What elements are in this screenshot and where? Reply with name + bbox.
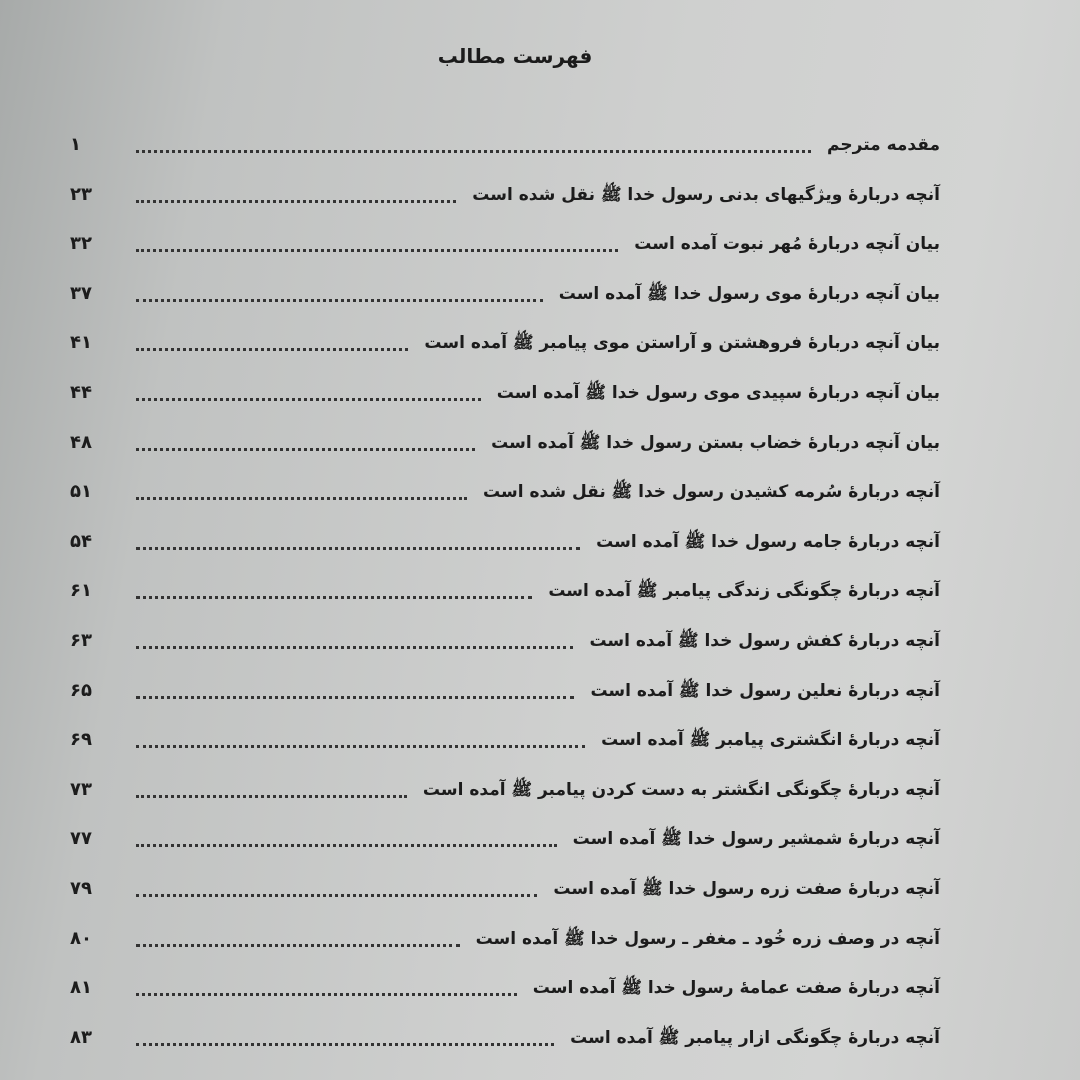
- page-title: فهرست مطالب: [437, 44, 593, 68]
- toc-entry-title: بیان آنچه دربارهٔ مُهر نبوت آمده است: [634, 234, 940, 255]
- toc-entry-page-number: ۴۸: [70, 431, 92, 453]
- dot-leader: [136, 725, 585, 748]
- toc-entry: [70, 477, 940, 527]
- toc-entry: [70, 676, 940, 726]
- toc-entry: [70, 229, 940, 279]
- toc-entry-page-number: ۶۵: [70, 679, 92, 701]
- toc-entry-title: آنچه دربارهٔ نعلین رسول خدا ﷺ آمده است: [590, 680, 940, 701]
- toc-entry-title: آنچه دربارهٔ جامه رسول خدا ﷺ آمده است: [596, 531, 940, 552]
- toc-entry-title: آنچه دربارهٔ سُرمه کشیدن رسول خدا ﷺ نقل شده است: [483, 482, 940, 503]
- toc-entry-title: آنچه دربارهٔ شمشیر رسول خدا ﷺ آمده است: [572, 829, 940, 850]
- toc-entry-page-number: ۶۳: [70, 629, 92, 651]
- toc-entry: [70, 973, 940, 1023]
- toc-entry: [70, 576, 940, 626]
- toc-entry-title: آنچه در وصف زره خُود ـ مغفر ـ رسول خدا ﷺ آمده است: [475, 928, 940, 949]
- dot-leader: [136, 626, 573, 649]
- dot-leader: [136, 527, 580, 550]
- dot-leader: [136, 924, 460, 947]
- toc-entry: [70, 775, 940, 825]
- toc-entry-page-number: ۳۷: [70, 282, 92, 304]
- toc-entry-page-number: ۷۳: [70, 778, 92, 800]
- toc-entry: [70, 874, 940, 924]
- toc-entry-page-number: ۸۰: [70, 927, 92, 949]
- toc-entry: [70, 130, 940, 180]
- toc-entry: [70, 180, 940, 230]
- toc-entry-page-number: ۶۱: [70, 580, 92, 602]
- dot-leader: [136, 1023, 554, 1046]
- toc-entry-page-number: ۴۱: [70, 332, 92, 354]
- dot-leader: [136, 279, 543, 302]
- toc-entry-title: آنچه دربارهٔ کفش رسول خدا ﷺ آمده است: [589, 630, 940, 651]
- toc-entry-title: آنچه دربارهٔ چگونگی ازار پیامبر ﷺ آمده است: [570, 1027, 940, 1048]
- dot-leader: [136, 328, 408, 351]
- toc-entry-page-number: ۸۱: [70, 977, 92, 999]
- dot-leader: [136, 229, 618, 252]
- toc-entry-title: آنچه دربارهٔ چگونگی زندگی پیامبر ﷺ آمده است: [548, 581, 940, 602]
- toc-entry-page-number: ۶۹: [70, 729, 92, 751]
- toc-entry: [70, 428, 940, 478]
- toc-entry-title: آنچه دربارهٔ صفت زره رسول خدا ﷺ آمده است: [553, 878, 940, 899]
- toc-entry-page-number: ۷۹: [70, 877, 92, 899]
- toc-entry-page-number: ۴۴: [70, 381, 92, 403]
- toc-entry: [70, 527, 940, 577]
- toc-entry-page-number: ۸۳: [70, 1026, 92, 1048]
- toc-entry: [70, 626, 940, 676]
- dot-leader: [136, 874, 537, 897]
- toc-entry: [70, 328, 940, 378]
- toc-entry-title: مقدمه مترجم: [827, 135, 940, 155]
- dot-leader: [136, 428, 475, 451]
- dot-leader: [136, 378, 481, 401]
- dot-leader: [136, 477, 467, 500]
- toc-entry-title: آنچه دربارهٔ صفت عمامهٔ رسول خدا ﷺ آمده است: [532, 978, 940, 999]
- toc-entry: [70, 725, 940, 775]
- dot-leader: [136, 130, 811, 153]
- dot-leader: [136, 775, 407, 798]
- toc-entry-page-number: ۱: [70, 134, 81, 155]
- dot-leader: [136, 676, 574, 699]
- toc-entry: [70, 1023, 940, 1073]
- dot-leader: [136, 180, 456, 203]
- toc-entry-title: بیان آنچه دربارهٔ خضاب بستن رسول خدا ﷺ آمده است: [491, 432, 940, 453]
- toc-entry: [70, 824, 940, 874]
- toc-entry: [70, 924, 940, 974]
- toc-entry-title: آنچه دربارهٔ چگونگی انگشتر به دست کردن پیامبر ﷺ آمده است: [422, 779, 940, 800]
- toc-entry-title: بیان آنچه دربارهٔ موی رسول خدا ﷺ آمده است: [558, 283, 940, 304]
- toc-entry-page-number: ۷۷: [70, 828, 92, 850]
- toc-entry-page-number: ۲۳: [70, 183, 92, 205]
- toc-entry-title: آنچه دربارهٔ انگشتری پیامبر ﷺ آمده است: [601, 730, 940, 751]
- toc-entry-title: آنچه دربارهٔ ویژگیهای بدنی رسول خدا ﷺ نقل شده است: [472, 184, 940, 205]
- toc-entry-page-number: ۵۴: [70, 530, 92, 552]
- toc-entry: [70, 279, 940, 329]
- dot-leader: [136, 576, 532, 599]
- toc-entry-title: بیان آنچه دربارهٔ فروهشتن و آراستن موی پیامبر ﷺ آمده است: [424, 333, 940, 354]
- toc-entry-page-number: ۵۱: [70, 481, 92, 503]
- toc-entry: [70, 378, 940, 428]
- toc-entry-page-number: ۳۲: [70, 233, 92, 255]
- table-of-contents: [70, 130, 940, 1072]
- toc-entry-title: بیان آنچه دربارهٔ سپیدی موی رسول خدا ﷺ آمده است: [496, 382, 940, 403]
- dot-leader: [136, 824, 557, 847]
- dot-leader: [136, 973, 517, 996]
